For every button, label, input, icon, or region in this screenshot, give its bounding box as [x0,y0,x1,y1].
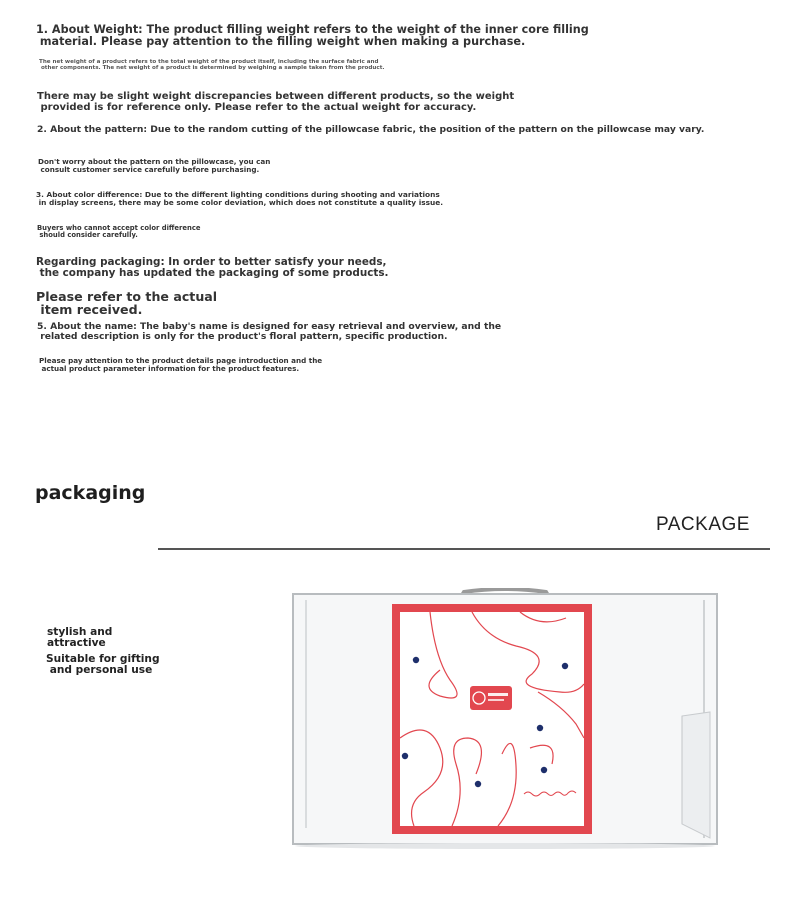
details-note: Please pay attention to the product details page introduction and the actual product parameter information for the product features. [39,356,323,373]
navy-dot [402,753,408,759]
navy-dot [562,663,568,669]
packaging-heading: Regarding packaging: In order to better satisfy your needs, the company has updated the packaging of some products. [36,256,389,279]
navy-dot [475,781,481,787]
package-divider [158,548,770,550]
weight-heading: 1. About Weight: The product filling weight refers to the weight of the inner core filling material. Please pay attention to the filling weight when making a purchase. [36,23,589,48]
feature-stylish: stylish and attractive [47,626,113,649]
package-product-image [290,588,720,850]
packaging-section-title: packaging [35,482,146,504]
navy-dot [413,657,419,663]
pattern-note: Don't worry about the pattern on the pillowcase, you can consult customer service carefully before purchasing. [38,157,271,174]
navy-dot [537,725,543,731]
actual-item-note: Please refer to the actual item received. [36,289,218,318]
feature-gifting: Suitable for gifting and personal use [46,653,160,676]
inner-box-panel [400,612,584,826]
name-heading: 5. About the name: The baby's name is designed for easy retrieval and overview, and the related description is only for the product's floral pattern, specific production. [37,321,502,342]
color-note: Buyers who cannot accept color difference should consider carefully. [37,224,201,240]
discrepancy-note: There may be slight weight discrepancies between different products, so the weight provided is for reference only. Please refer to the actual weight for accuracy. [37,91,515,113]
color-heading: 3. About color difference: Due to the different lighting conditions during shooting and variations in display screens, there may be some color deviation, which does not constitute a quality issue. [36,190,444,207]
navy-dot [541,767,547,773]
pattern-heading: 2. About the pattern: Due to the random cutting of the pillowcase fabric, the position of the pattern on the pillowcase may vary. [37,124,705,135]
package-label: PACKAGE [656,514,750,535]
brand-logo [470,686,512,710]
net-weight-note: The net weight of a product refers to the total weight of the product itself, including the surface fabric and other components. The net weight of a product is determined by weighing a sample taken from the product. [39,59,385,71]
